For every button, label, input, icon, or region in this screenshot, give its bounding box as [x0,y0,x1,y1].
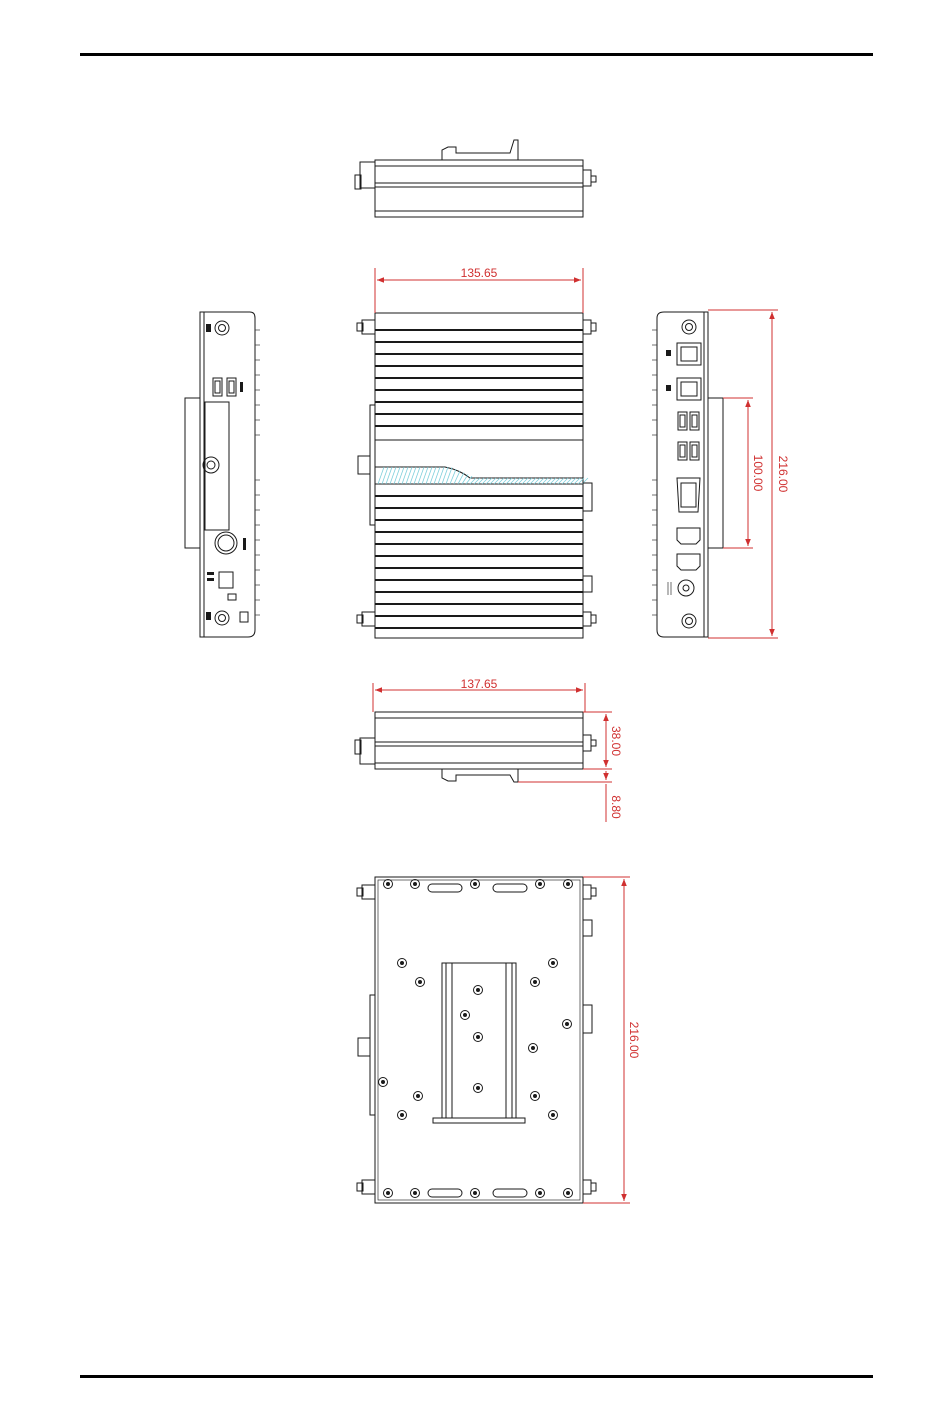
dim-label-right-inner: 100.00 [751,454,765,492]
dim-label-top-width: 135.65 [460,266,498,280]
dimension-top-width [375,266,583,313]
center-heatsink-view [357,313,596,638]
bottom-side-view [355,712,596,782]
screw-hole [549,1111,558,1120]
dimension-bottom-width [373,677,585,712]
screw-hole [474,986,483,995]
screw-hole [461,1011,470,1020]
screw-hole [549,959,558,968]
dimension-bottom-rail [518,771,623,822]
screw-hole [536,1189,545,1198]
dim-label-bottom-rail: 8.80 [609,795,623,819]
screw-hole [411,1189,420,1198]
dim-label-base-height: 216.00 [627,1021,641,1059]
screw-hole [398,1111,407,1120]
screw-hole [414,1092,423,1101]
screw-hole [563,1020,572,1029]
dim-label-bottom-width: 137.65 [460,677,498,691]
screw-hole [564,880,573,889]
screw-hole [531,1092,540,1101]
screw-hole [379,1078,388,1087]
dimension-right-inner [723,398,765,548]
screw-hole [411,880,420,889]
screw-hole [471,1189,480,1198]
dimension-bottom-height [583,712,623,769]
screw-hole [536,880,545,889]
top-side-view [355,140,596,217]
dimension-right-height [708,310,790,638]
screw-hole [531,978,540,987]
screw-hole [471,880,480,889]
dim-label-bottom-height: 38.00 [609,725,623,757]
screw-hole [529,1044,538,1053]
screw-hole [474,1084,483,1093]
screw-hole [384,1189,393,1198]
screw-hole [398,959,407,968]
base-plate-view [357,877,596,1203]
screw-hole [416,978,425,987]
right-io-view [652,312,723,637]
left-io-view [185,312,260,637]
dim-label-right-height: 216.00 [776,455,790,493]
screw-hole [474,1033,483,1042]
screw-hole [564,1189,573,1198]
screw-hole [384,880,393,889]
